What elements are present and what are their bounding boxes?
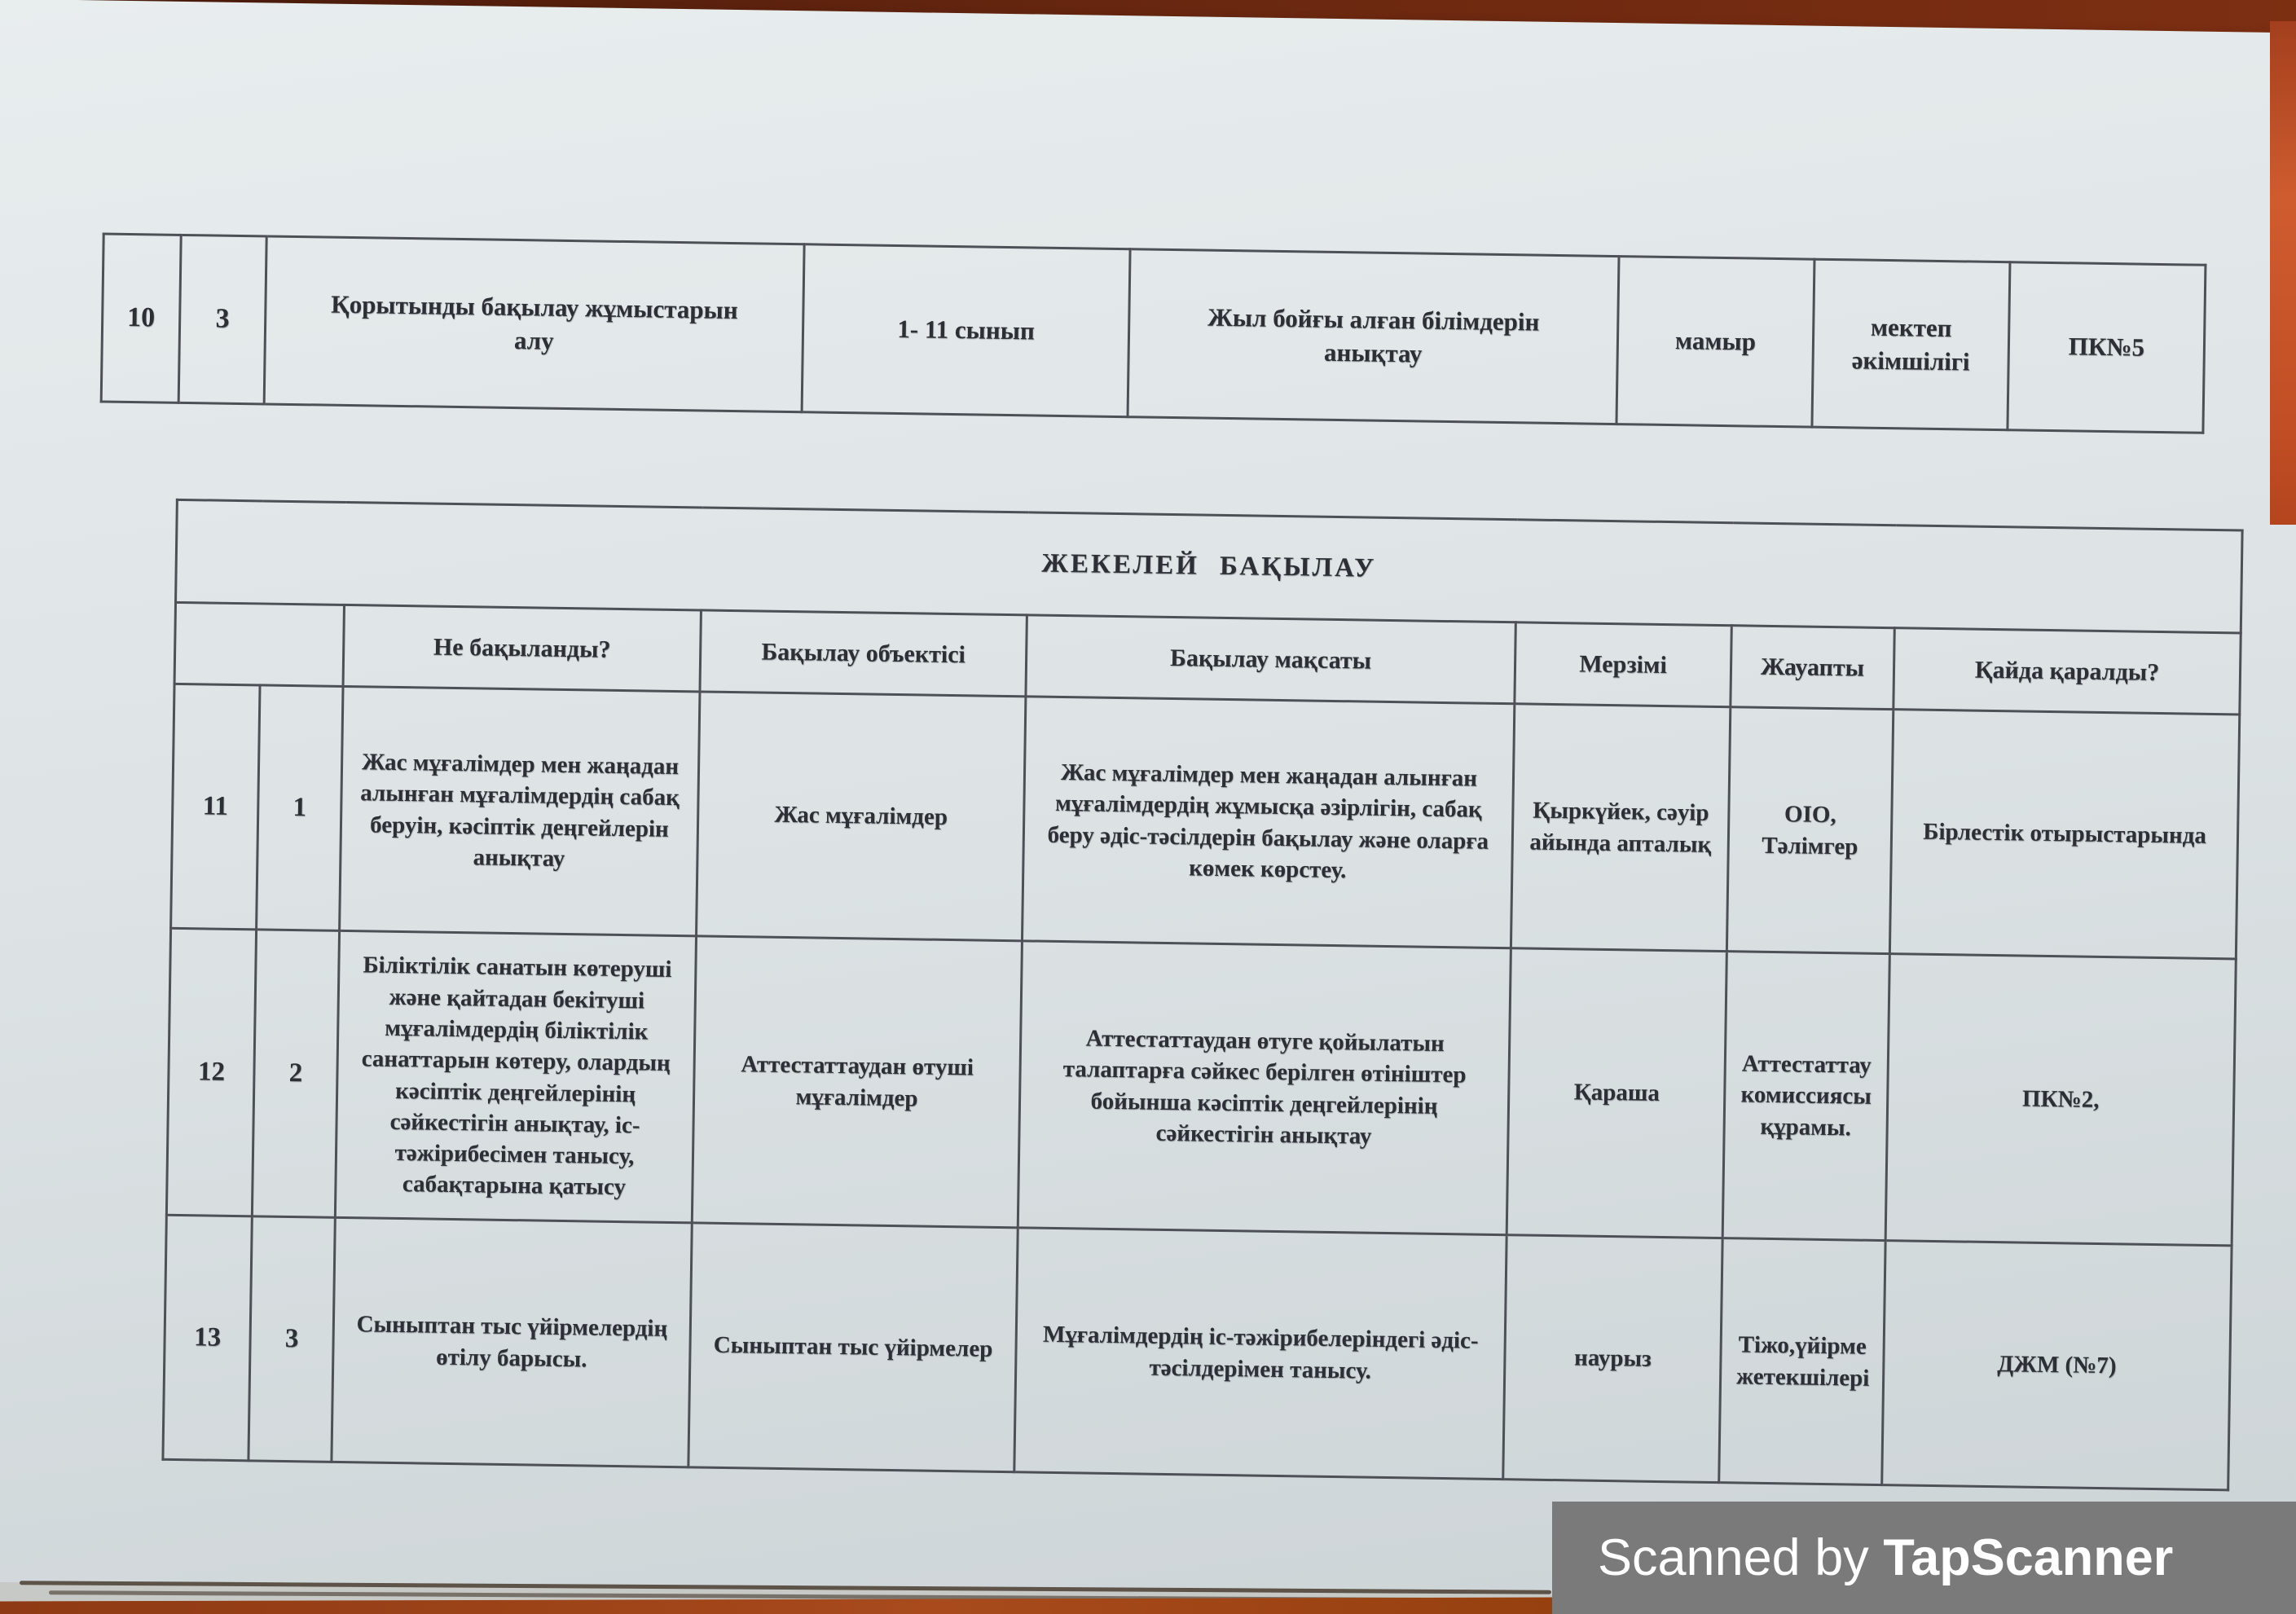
header-where: Қайда қаралды? (1894, 628, 2241, 715)
cell-where: ПК№5 (2008, 262, 2206, 433)
cell-task: Қорытынды бақылау жұмыстарын алу (264, 236, 804, 412)
individual-control-table (161, 499, 2243, 1492)
row-number: 11 (171, 684, 260, 930)
cell-what: Жас мұғалімдер мен жаңадан алынған мұғалімдердің сабақ беруін, кәсіптік деңгейлерін анықтау (340, 686, 700, 935)
cell-term: Қыркүйек, сәуір айында апталық (1511, 704, 1730, 952)
table-row (171, 684, 2240, 959)
cell-what: Біліктілік санатын көтеруші және қайтадан бекітуші мұғалімдердің біліктілік санаттарын көтеру, олардың кәсіптік деңгейлерінің сәйкестігін анықтау, іс-тәжірибесімен танысу, сабақтарына қатысу (335, 930, 696, 1222)
cell-object: Аттестаттаудан өтуші мұғалімдер (692, 936, 1022, 1228)
desk-surface-right (2270, 21, 2296, 525)
cell-responsible: Тіжо,үйірме жетекшілері (1719, 1238, 1885, 1485)
cell-purpose: Жыл бойғы алған білімдерін анықтау (1128, 249, 1619, 424)
watermark-bar (1552, 1502, 2296, 1614)
year-plan-table (100, 232, 2207, 433)
watermark-prefix: Scanned by (1598, 1529, 1869, 1586)
cell-where: ПК№2, (1885, 954, 2236, 1246)
cell-classes: 1- 11 сынып (802, 244, 1130, 417)
row-number: 13 (163, 1215, 252, 1461)
cell-object: Сыныптан тыс үйірмелер (688, 1223, 1018, 1472)
header-what: Не бақыланды? (343, 605, 701, 691)
row-subnumber: 3 (249, 1216, 335, 1462)
table-row (166, 928, 2236, 1246)
table-title: ЖЕКЕЛЕЙ БАҚЫЛАУ (176, 499, 2243, 633)
row-number: 10 (101, 234, 181, 402)
year-plan-row (101, 234, 2206, 433)
cell-responsible: ОІО, Тәлімгер (1726, 707, 1893, 954)
header-empty (174, 602, 344, 686)
watermark-brand: TapScanner (1883, 1529, 2174, 1586)
header-object: Бақылау объектісі (700, 610, 1027, 697)
cell-term: наурыз (1503, 1235, 1722, 1483)
cell-goal: Жас мұғалімдер мен жаңадан алынған мұғалімдердің жұмысқа әзірлігін, сабақ беру әдіс-тәсілдерін бақылау және оларға көмек көрстеу. (1022, 697, 1514, 948)
cell-what: Сыныптан тыс үйірмелердің өтілу барысы. (332, 1217, 692, 1467)
cell-responsible: Аттестаттау комиссиясы құрамы. (1722, 952, 1889, 1241)
row-subnumber: 2 (252, 930, 339, 1217)
table-row (163, 1215, 2232, 1490)
header-goal: Бақылау мақсаты (1026, 615, 1515, 704)
cell-term: Қараша (1506, 948, 1726, 1238)
header-term: Мерзімі (1515, 622, 1731, 707)
cell-where: ДЖМ (№7) (1882, 1241, 2232, 1490)
cell-goal: Аттестаттаудан өтуге қойылатын талаптарға сәйкес берілген өтініштер бойынша кәсіптік деңгейлерінің сәйкестігін анықтау (1018, 941, 1511, 1235)
row-number: 12 (166, 928, 256, 1216)
cell-term: мамыр (1616, 257, 1814, 428)
cell-goal: Мұғалімдердің іс-тәжірибелеріндегі әдіс-тәсілдерімен танысу. (1014, 1228, 1506, 1480)
header-responsible: Жауапты (1731, 626, 1894, 710)
row-subnumber: 3 (178, 235, 266, 404)
cell-object: Жас мұғалімдер (697, 692, 1026, 941)
cell-responsible: мектеп әкімшілігі (1812, 259, 2010, 430)
row-subnumber: 1 (257, 685, 343, 930)
cell-where: Бірлестік отырыстарында (1889, 710, 2239, 959)
